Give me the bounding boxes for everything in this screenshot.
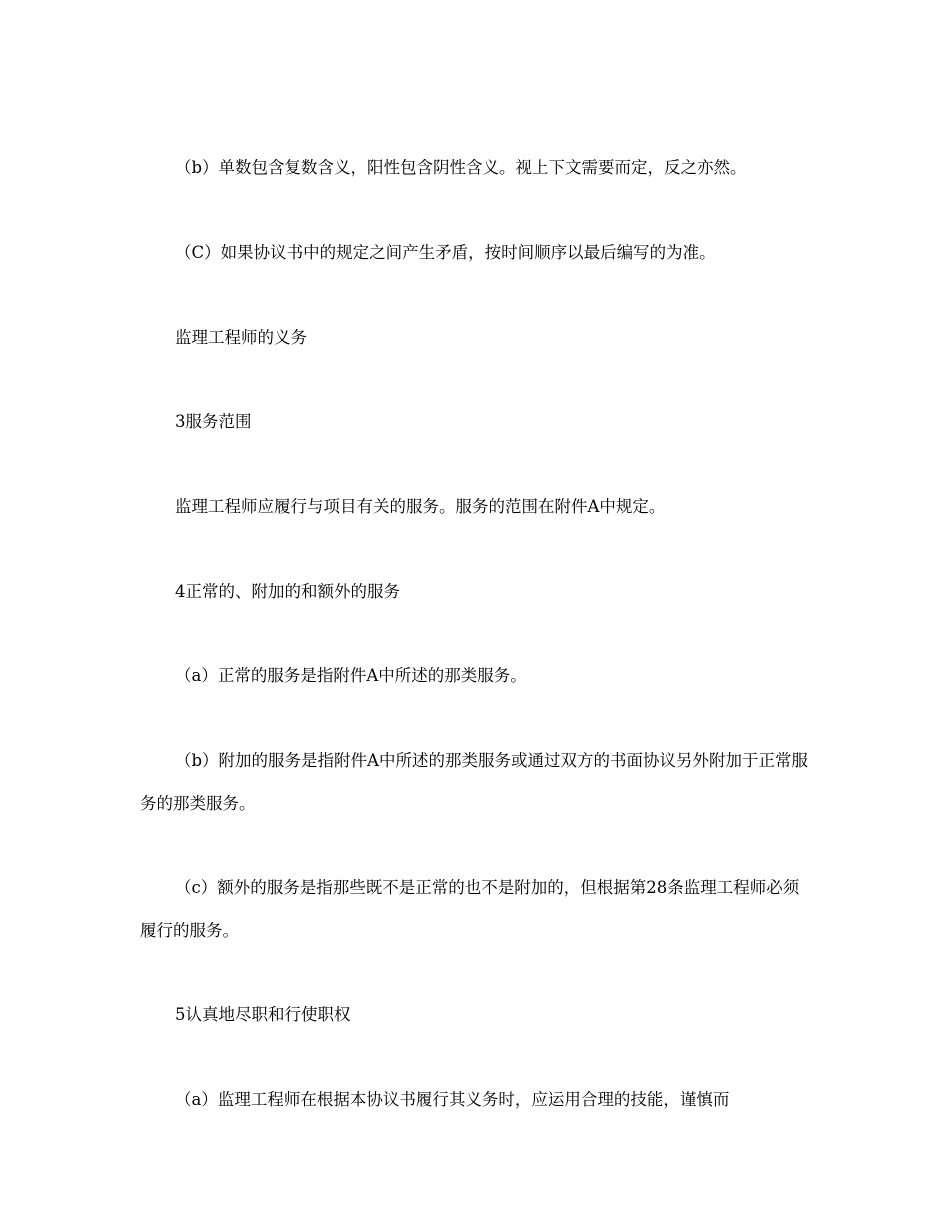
paragraph-duty-of-care: （a）监理工程师在根据本协议书履行其义务时，应运用合理的技能，谨慎而 [175,1090,730,1109]
clause-heading-3: 3服务范围 [175,412,252,431]
clause-heading-5: 5认真地尽职和行使职权 [175,1005,351,1024]
section-heading-engineer-obligations: 监理工程师的义务 [175,328,307,347]
paragraph-scope-of-services: 监理工程师应履行与项目有关的服务。服务的范围在附件A中规定。 [175,497,666,516]
paragraph-exceptional-services: （c）额外的服务是指那些既不是正常的也不是附加的，但根据第28条监理工程师必须履行的服务。 [140,878,800,940]
paragraph-normal-services: （a）正常的服务是指附件A中所述的那类服务。 [175,666,527,685]
paragraph-additional-services: （b）附加的服务是指附件A中所述的那类服务或通过双方的书面协议另外附加于正常服务的那类服务。 [140,751,808,813]
paragraph-definition-b: （b）单数包含复数含义，阳性包含阴性含义。视上下文需要而定，反之亦然。 [175,158,747,177]
paragraph-definition-c: （C）如果协议书中的规定之间产生矛盾，按时间顺序以最后编写的为准。 [175,243,716,262]
clause-heading-4: 4正常的、附加的和额外的服务 [175,582,400,601]
